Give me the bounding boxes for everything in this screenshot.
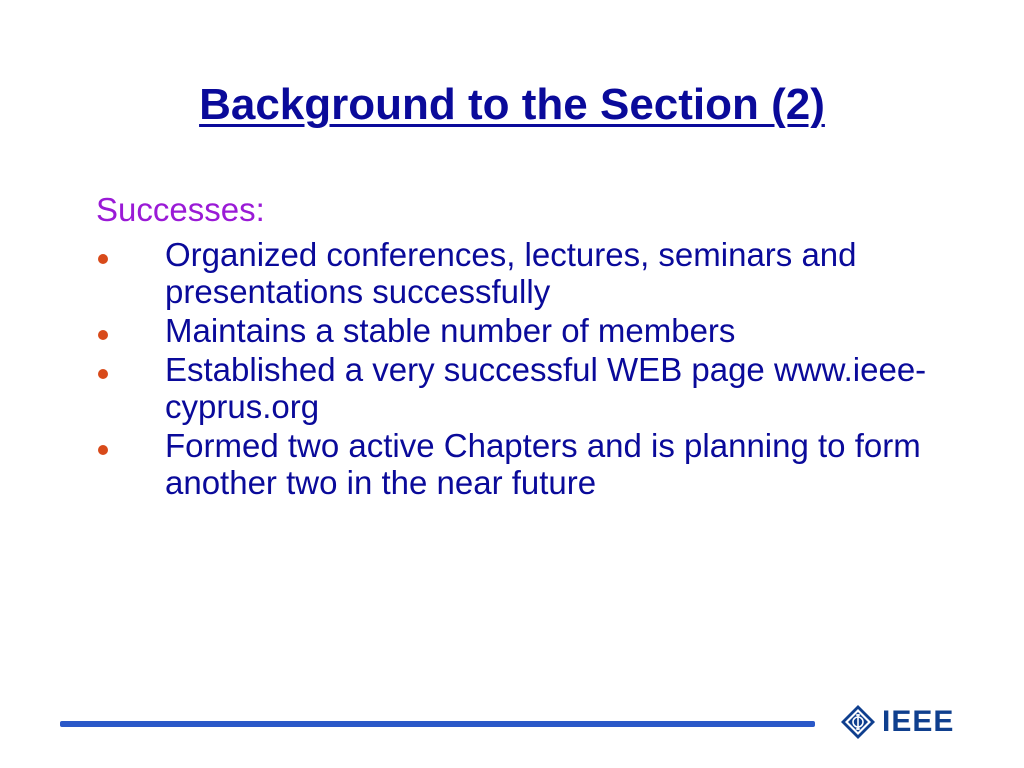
bullet-icon [98,330,108,340]
ieee-logo-text: IEEE [882,705,955,738]
list-item [96,312,976,349]
list-item [96,351,976,425]
bullet-text: Maintains a stable number of members [165,312,736,349]
footer-divider [60,721,815,727]
slide-title: Background to the Section (2) [199,80,825,129]
bullet-icon [98,369,108,379]
bullet-icon [98,445,108,455]
bullet-text: Organized conferences, lectures, seminars and presentations successfully [165,236,857,310]
section-subtitle: Successes: [96,191,265,228]
list-item [96,427,976,501]
bullet-icon [98,254,108,264]
list-item [96,236,976,310]
bullet-text: Established a very successful WEB page www.ieee-cyprus.org [165,351,927,425]
ieee-diamond-icon [840,704,876,740]
bullet-text: Formed two active Chapters and is planning to form another two in the near future [165,427,921,501]
bullet-list [96,236,976,503]
ieee-logo [840,702,954,742]
